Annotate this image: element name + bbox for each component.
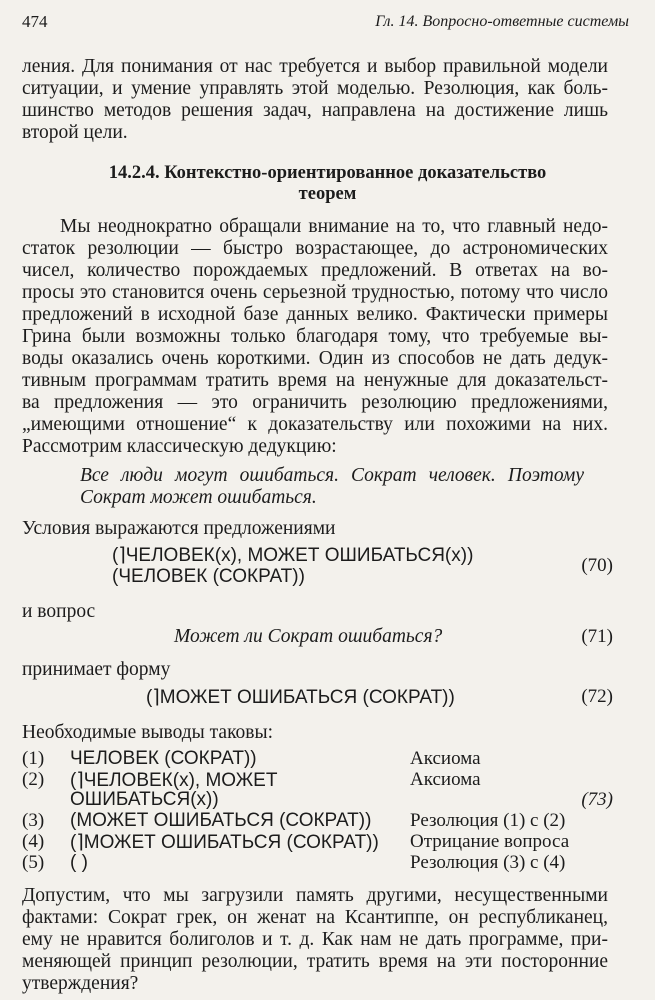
formula-line: (⌉ЧЕЛОВЕК(x), МОЖЕТ ОШИБАТЬСЯ(x)) (112, 545, 474, 566)
paragraph-line: ему не нравится болиголов и т. д. Как нам не дать программе, при- (22, 929, 608, 950)
section-number: 14.2.4. (108, 163, 160, 183)
equation-number: (70) (581, 555, 613, 576)
derivation-justification: Резолюция (1) с (2) (410, 810, 566, 831)
running-head: Гл. 14. Вопросно-ответные системы (375, 13, 629, 30)
paragraph-line: „имеющими отношение“ к доказательству или похожими на них. (22, 414, 608, 435)
derivation-expression: (⌉ЧЕЛОВЕК(x), МОЖЕТ (70, 770, 278, 791)
formula-line: (⌉МОЖЕТ ОШИБАТЬСЯ (СОКРАТ)) (146, 687, 455, 708)
derivation-number: (5) (22, 852, 45, 873)
intro-line: ситуации, и умение управлять этой моделью. Резолюция, как боль- (22, 78, 608, 99)
paragraph-line: чисел, количество порождаемых предложений. В ответах на во- (22, 260, 608, 281)
intro-line: второй цели. (22, 122, 128, 143)
paragraph-line: утверждения? (22, 973, 139, 994)
paragraph-line: Грина были возможны только благодаря тому, что требуемые вы- (22, 326, 608, 347)
derivation-number: (2) (22, 769, 45, 790)
paragraph-line: предложений в исходной базе данных велико. Фактически примеры (22, 304, 608, 325)
section-heading (0, 163, 655, 184)
paragraph-line: воды оказались очень короткими. Один из способов не дать дедук- (22, 348, 608, 369)
intro-line: ления. Для понимания от нас требуется и выбор правильной модели (22, 56, 608, 77)
conditions-intro: Условия выражаются предложениями (22, 518, 336, 539)
paragraph-line: меняющей принцип резолюции, тратить время на эти посторонние (22, 951, 608, 972)
derivation-number: (3) (22, 810, 45, 831)
form-intro: принимает форму (22, 659, 171, 680)
paragraph-line: Рассмотрим классическую дедукцию: (22, 436, 337, 457)
example-line: Сократ может ошибаться. (80, 487, 317, 508)
formula-line: (ЧЕЛОВЕК (СОКРАТ)) (112, 566, 305, 587)
derivation-expression-cont: ОШИБАТЬСЯ(x)) (70, 789, 219, 810)
derivation-justification: Резолюция (3) с (4) (410, 852, 566, 873)
derivation-justification: Отрицание вопроса (410, 831, 570, 852)
paragraph-line: ва предложения — это ограничить резолюцию предложениями, (22, 392, 608, 413)
derivation-expression: ЧЕЛОВЕК (СОКРАТ)) (70, 748, 257, 769)
question-intro: и вопрос (22, 601, 96, 622)
paragraph-line: тивным программам тратить время на ненужные для доказательст- (22, 370, 608, 391)
page-number: 474 (22, 12, 48, 31)
paragraph-line: просы это становится очень серьезной трудностью, потому что число (22, 282, 608, 303)
example-line: Все люди могут ошибаться. Сократ человек. Поэтому (80, 465, 584, 486)
paragraph-line: Допустим, что мы загрузили память другими, несущественными (22, 885, 608, 906)
paragraph-line: Мы неоднократно обращали внимание на то, что главный недо- (60, 216, 608, 237)
derivation-justification: Аксиома (410, 748, 481, 769)
derivation-expression: (МОЖЕТ ОШИБАТЬСЯ (СОКРАТ)) (70, 810, 372, 831)
derivation-expression: (⌉МОЖЕТ ОШИБАТЬСЯ (СОКРАТ)) (70, 832, 379, 853)
equation-number: (71) (581, 626, 613, 647)
derivation-number: (1) (22, 748, 45, 769)
intro-line: шинство методов решения задач, направлена на достижение лишь (22, 100, 608, 121)
section-title-line2: теорем (298, 184, 357, 204)
derivation-number: (4) (22, 831, 45, 852)
section-title: Контекстно-ориентированное доказательство (164, 163, 547, 183)
equation-number: (72) (581, 686, 613, 707)
derivation-expression: ( ) (70, 852, 88, 873)
equation-number: (73) (581, 789, 613, 810)
question-text: Может ли Сократ ошибаться? (174, 626, 443, 647)
paragraph-line: фактами: Сократ грек, он женат на Ксантиппе, он республиканец, (22, 907, 608, 928)
paragraph-line: статок резолюции — быстро возрастающее, до астрономических (22, 238, 608, 259)
derivation-justification: Аксиома (410, 769, 481, 790)
derivations-intro: Необходимые выводы таковы: (22, 722, 274, 743)
